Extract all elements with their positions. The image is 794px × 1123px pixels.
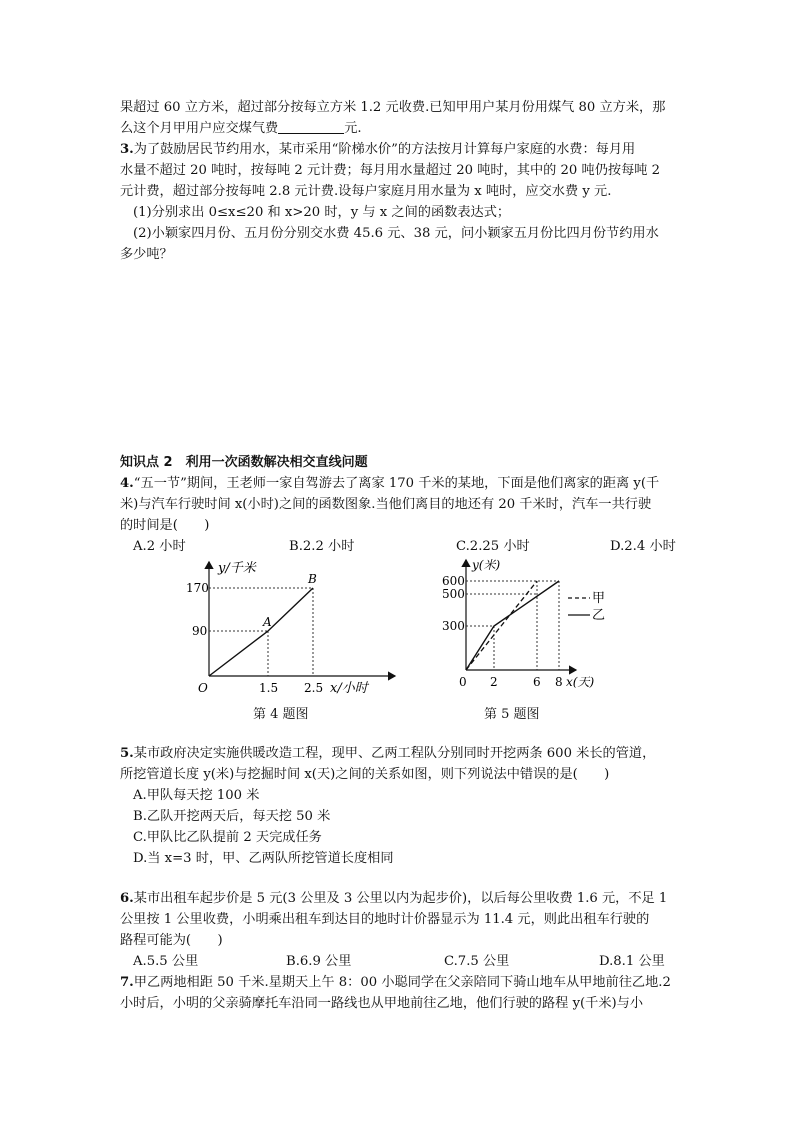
- fig5-origin: 0: [459, 675, 467, 689]
- q5-text1: 某市政府决定实施供暖改造工程，现甲、乙两工程队分别同时开挖两条 600 米长的管道，: [133, 746, 656, 761]
- q6-option-b: B.6.9 公里: [286, 954, 352, 969]
- q6-line2: 公里按 1 公里收费，小明乘出租车到达目的地时计价器显示为 11.4 元，则此出租车行驶的: [120, 912, 650, 927]
- section-heading: 知识点 2 利用一次函数解决相交直线问题: [120, 455, 368, 470]
- fig4-ytick-170: 170: [186, 581, 209, 595]
- q6-option-a: A.5.5 公里: [133, 954, 199, 969]
- q5-option-c: C.甲队比乙队提前 2 天完成任务: [133, 830, 322, 845]
- fig5-ytick-300: 300: [442, 619, 465, 633]
- q4-line3: 的时间是( ): [120, 518, 210, 533]
- q6-number: 6.: [120, 891, 134, 906]
- fig4-caption: 第 4 题图: [253, 707, 309, 722]
- q4-option-a: A.2 小时: [133, 539, 186, 554]
- fig5-legend-yi: 乙: [592, 608, 606, 623]
- fig5-line-jia: [466, 581, 537, 670]
- q2-line2-text: 么这个月甲用户应交煤气费: [120, 121, 279, 136]
- q3-part2b: 多少吨？: [120, 247, 173, 262]
- q4-option-b: B.2.2 小时: [289, 539, 355, 554]
- q4-line2: 米)与汽车行驶时间 x(小时)之间的函数图象.当他们离目的地还有 20 千米时，汽车一共行驶: [120, 497, 652, 512]
- q5-line2: 所挖管道长度 y(米)与挖掘时间 x(天)之间的关系如图，则下列说法中错误的是( ): [120, 767, 610, 782]
- q4-option-d: D.2.4 小时: [610, 539, 676, 554]
- q7-text1: 甲乙两地相距 50 千米.星期天上午 8：00 小聪同学在父亲陪同下骑山地车从甲地前往乙地.2: [133, 975, 671, 990]
- q3-line1: [120, 140, 635, 160]
- fig4-origin: O: [198, 681, 208, 695]
- q5-option-a: A.甲队每天挖 100 米: [133, 788, 260, 803]
- fig4-ylabel: y/千米: [218, 561, 256, 576]
- q6-line3: 路程可能为( ): [120, 933, 223, 948]
- fig5-caption: 第 5 题图: [484, 707, 540, 722]
- q7-line1: [120, 973, 671, 993]
- answer-blank[interactable]: [278, 119, 344, 134]
- q2-line1: 果超过 60 立方米，超过部分按每立方米 1.2 元收费.已知甲用户某月份用煤气 80 立方米，那: [120, 100, 666, 115]
- q5-option-b: B.乙队开挖两天后，每天挖 50 米: [133, 809, 331, 824]
- fig5-xtick-6: 6: [533, 675, 541, 689]
- q3-text1: 为了鼓励居民节约用水，某市采用“阶梯水价”的方法按月计算每户家庭的水费：每月用: [133, 142, 636, 157]
- figure-5-graph: [444, 556, 624, 696]
- q3-part1: (1)分别求出 0≤x≤20 和 x>20 时，y 与 x 之间的函数表达式；: [133, 205, 511, 220]
- q4-number: 4.: [120, 476, 134, 491]
- q6-text1: 某市出租车起步价是 5 元(3 公里及 3 公里以内为起步价)，以后每公里收费 1.6 元，不足 1: [133, 891, 668, 906]
- q3-line2: 水量不超过 20 吨时，按每吨 2 元计费；每月用水量超过 20 吨时，其中的 20 吨仍按每吨 2: [120, 163, 661, 178]
- q2-line2-unit: 元.: [344, 121, 362, 136]
- fig4-ytick-90: 90: [192, 624, 208, 638]
- fig5-xlabel: x(天): [566, 675, 595, 689]
- q6-option-c: C.7.5 公里: [444, 954, 510, 969]
- fig5-xtick-8: 8: [555, 675, 563, 689]
- q4-option-c: C.2.25 小时: [456, 539, 530, 554]
- fig5-ytick-500: 500: [442, 587, 465, 601]
- q5-option-d: D.当 x=3 时，甲、乙两队所挖管道长度相同: [133, 851, 394, 866]
- q6-option-d: D.8.1 公里: [599, 954, 665, 969]
- q3-line3: 元计费，超过部分按每吨 2.8 元计费.设每户家庭月用水量为 x 吨时，应交水费 y 元.: [120, 184, 612, 199]
- figure-4-graph: [186, 558, 410, 698]
- fig4-xtick-1p5: 1.5: [259, 681, 279, 695]
- fig4-point-a: A: [263, 615, 272, 629]
- fig5-ytick-600: 600: [442, 574, 465, 588]
- q6-line1: [120, 889, 667, 909]
- q7-number: 7.: [120, 975, 134, 990]
- q2-line2: [120, 119, 362, 139]
- fig4-line: [209, 588, 313, 676]
- q4-line1: [120, 474, 659, 494]
- fig4-xlabel: x/小时: [330, 681, 368, 696]
- q4-text1: “五一节”期间，王老师一家自驾游去了离家 170 千米的某地，下面是他们离家的距离 y(千: [133, 476, 660, 491]
- fig5-xtick-2: 2: [490, 675, 498, 689]
- fig4-xtick-2p5: 2.5: [304, 681, 324, 695]
- fig5-ylabel: y(米): [472, 558, 501, 572]
- q5-number: 5.: [120, 746, 134, 761]
- q7-line2: 小时后，小明的父亲骑摩托车沿同一路线也从甲地前往乙地，他们行驶的路程 y(千米)与小: [120, 996, 644, 1011]
- fig4-point-b: B: [308, 572, 317, 586]
- q3-number: 3.: [120, 142, 134, 157]
- q3-part2a: (2)小颖家四月份、五月份分别交水费 45.6 元、38 元，问小颖家五月份比四月份节约用水: [133, 226, 659, 241]
- fig5-legend-jia: 甲: [592, 591, 606, 606]
- q5-line1: [120, 744, 655, 764]
